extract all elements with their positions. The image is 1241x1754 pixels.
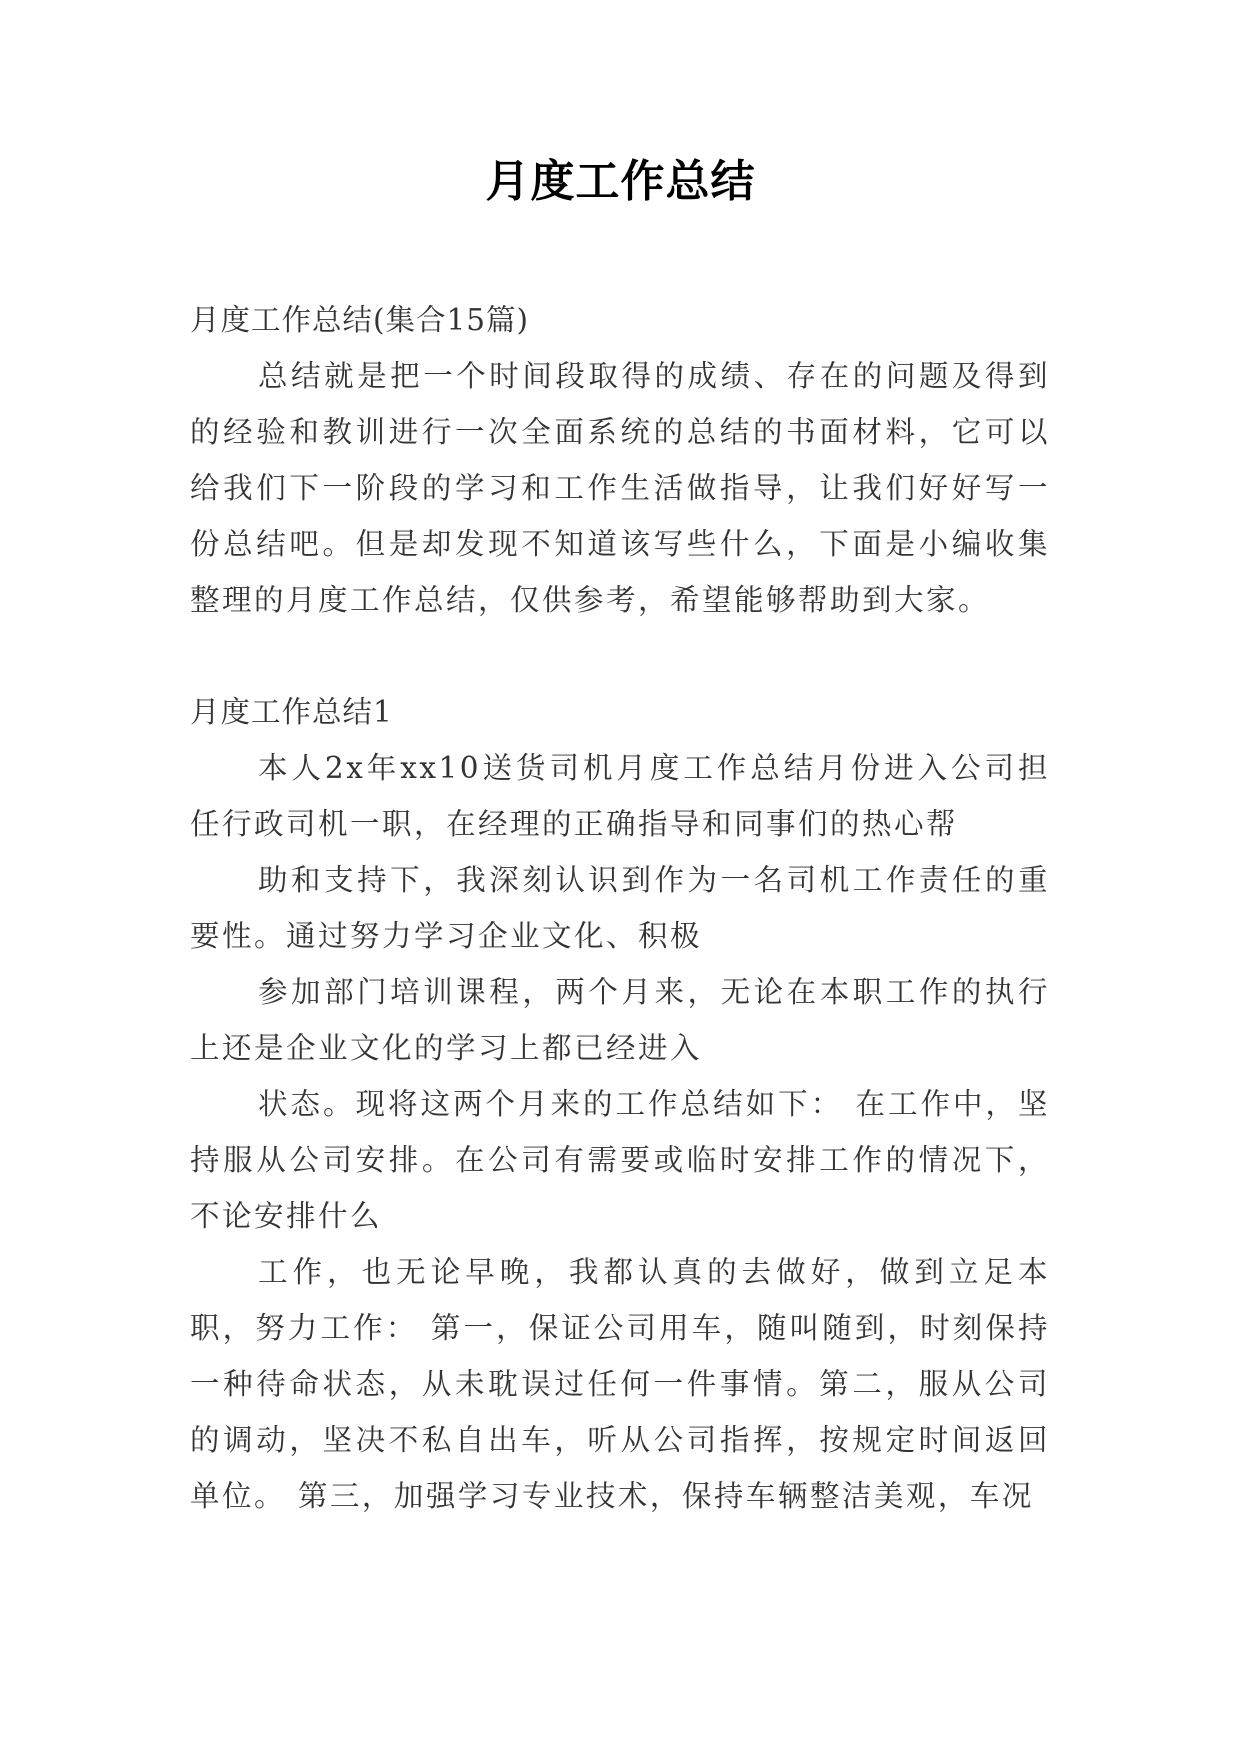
collection-subtitle: 月度工作总结(集合15篇) [190,303,530,337]
body-paragraph: 工作，也无论早晚，我都认真的去做好，做到立足本职，努力工作： 第一，保证公司用车，随叫随到，时刻保持一种待命状态，从未耽误过任何一件事情。第二，服从公司的调动，坚决不私自出车，听从公司指挥，按规定时间返回单位。 第三，加强学习专业技术，保持车辆整洁美观，车况 [190,1255,1050,1513]
body-paragraph: 助和支持下，我深刻认识到作为一名司机工作责任的重要性。通过努力学习企业文化、积极 [190,863,1050,953]
body-paragraph: 参加部门培训课程，两个月来，无论在本职工作的执行上还是企业文化的学习上都已经进入 [190,975,1050,1065]
section-heading: 月度工作总结1 [190,695,393,729]
intro-paragraph: 总结就是把一个时间段取得的成绩、存在的问题及得到的经验和教训进行一次全面系统的总结的书面材料，它可以给我们下一阶段的学习和工作生活做指导，让我们好好写一份总结吧。但是却发现不知道该写些什么，下面是小编收集整理的月度工作总结，仅供参考，希望能够帮助到大家。 [190,359,1050,617]
body-paragraph: 本人2x年xx10送货司机月度工作总结月份进入公司担任行政司机一职，在经理的正确指导和同事们的热心帮 [190,751,1050,841]
document-body [190,292,1050,1524]
body-paragraph: 状态。现将这两个月来的工作总结如下： 在工作中，坚持服从公司安排。在公司有需要或临时安排工作的情况下，不论安排什么 [190,1087,1050,1233]
document-title: 月度工作总结 [485,156,756,207]
